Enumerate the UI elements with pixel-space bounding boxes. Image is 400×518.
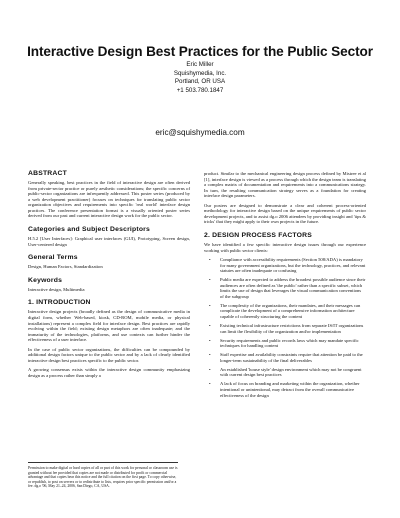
bullet-icon: • (209, 277, 211, 283)
list-item (204, 303, 366, 320)
categories-text: H.5.2 [User Interfaces]: Graphical user interfaces (GUI), Prototyping, Screen design, User-centered design (28, 236, 190, 247)
list-item (204, 367, 366, 378)
keywords-heading: Keywords (28, 276, 63, 284)
introduction-paragraph: Interactive design projects (broadly defined as the design of communicative media in digital form, whether Web-based, kiosk, CD-ROM, mobile media, or physical installations) represent a complex field for interface design. Best practices are rapidly evolving within the field; existing design metaphors are often inadequate; and the immaturity of the technologies, platforms, and use contexts can further hinder the effectiveness of a user interface. (28, 309, 190, 343)
body-paragraph: Our posters are designed to demonstrate a clear and coherent process-oriented methodology for interactive design based on the unique requirements of public sector development projects, and to assist dg.o 2006 attendees by providing insight and 'tips & tricks' that they might apply to their own projects in the future. (204, 202, 366, 225)
permission-footnote: Permission to make digital or hard copies of all or part of this work for personal or classroom use is granted without fee provided that copies are not made or distributed for profit or commercial advantage and that copies bear this notice and the full citation on the first page. To copy otherwise, or republish, to post on servers or to redistribute to lists, requires prior specific permission and/or a fee. dg.o '06, May 21–24, 2006, San Diego, CA, USA. (28, 462, 178, 489)
list-item-text: Staff expertise and availability constraints require that attention be paid to the longer-term sustainability of the final deliverables (220, 352, 363, 363)
list-item-text: The complexity of the organizations, their mandates, and their messages can complicate the development of a comprehensive information architecture capable of coherently structuring the content (220, 302, 361, 320)
bullet-icon: • (209, 366, 211, 372)
list-item-text: Compliance with accessibility requirements (Section 508/ADA) is mandatory for many government organizations, but the technology, practices, and relevant statutes are often inadequate or confusing (220, 257, 366, 274)
body-paragraph: product. Similar to the mechanical engineering design process defined by Mistree et al [1], interface design is viewed as a process through which the design team is translating a complex matrix of documentation and requirements into a communications strategy. In turn, the resulting communication strategy serves as a foundation for creating interface design parameters. (204, 171, 366, 199)
list-item-text: An established 'house style' design environment which may not be congruent with current design best practices (220, 366, 362, 378)
list-item (204, 323, 366, 334)
abstract-heading: ABSTRACT (28, 170, 67, 177)
paper-title: Interactive Design Best Practices for the Public Sector (27, 44, 373, 59)
introduction-paragraph: A growing consensus exists within the interactive design community emphasizing design as a process rather than simply a (28, 367, 190, 378)
author-phone: +1 503.780.1847 (176, 86, 224, 94)
bullet-list (204, 257, 366, 398)
author-block (0, 61, 400, 95)
author-city: Portland, OR USA (174, 78, 226, 86)
general-terms-text: Design, Human Factors, Standardization (28, 264, 103, 270)
abstract-text: Generally speaking, best practices in the field of interactive design are often derived from private-sector practice or purely aesthetic considerations; the specific concerns of public-sector organizations are infrequently addressed. This poster series (produced by a web development practitioner) focuses on techniques for translating public sector organization objectives and requirements into specific 'real world' interface design practices. The conference presentation format is a visually oriented poster series derived from our past and current interactive design work for the public sector. (28, 180, 190, 219)
list-item (204, 338, 366, 349)
bullet-icon: • (209, 302, 211, 308)
section2-intro: We have identified a few specific interactive design issues through our experience working with public sector clients: (204, 242, 366, 253)
categories-heading: Categories and Subject Descriptors (28, 225, 151, 233)
author-email: eric@squishymedia.com (155, 128, 245, 137)
keywords-text: Interactive design, Multimedia (28, 286, 85, 292)
list-item-text: A lack of focus on branding and marketing within the organization, whether intentional or unintentional, may detract from the overall communicative effectiveness of the design (220, 381, 360, 398)
general-terms-heading: General Terms (28, 254, 78, 262)
author-org: Squishymedia, Inc. (173, 69, 227, 77)
list-item (204, 352, 366, 363)
author-name: Eric Miller (186, 61, 214, 68)
list-item (204, 277, 366, 299)
bullet-icon: • (209, 381, 211, 387)
section2-heading: 2. DESIGN PROCESS FACTORS (204, 231, 312, 239)
bullet-icon: • (209, 257, 211, 263)
bullet-icon: • (209, 337, 211, 343)
right-column (204, 171, 366, 402)
list-item (204, 381, 366, 398)
bullet-icon: • (209, 323, 211, 329)
list-item-text: Security requirements and public records laws which may mandate specific techniques for handling content (220, 337, 359, 349)
introduction-heading: 1. INTRODUCTION (28, 299, 91, 307)
left-column (28, 170, 190, 383)
bullet-icon: • (209, 352, 211, 358)
introduction-paragraph: In the case of public sector organizations, the difficulties can be compounded by additional design factors unique to the public sector and by a lack of clearly identified interactive design best practices specific to the public sector. (28, 346, 190, 363)
list-item-text: Existing technical infrastructure restrictions from separate IS/IT organizations can limit the flexibility of the organization and/or implementation (220, 323, 364, 334)
list-item-text: Public media are expected to address the broadest possible audience since their audiences are often defined as 'the public' rather than a specific subset, which limits the use of design that leverages the visual communication conventions of the subgroup (220, 277, 366, 299)
list-item (204, 257, 366, 274)
